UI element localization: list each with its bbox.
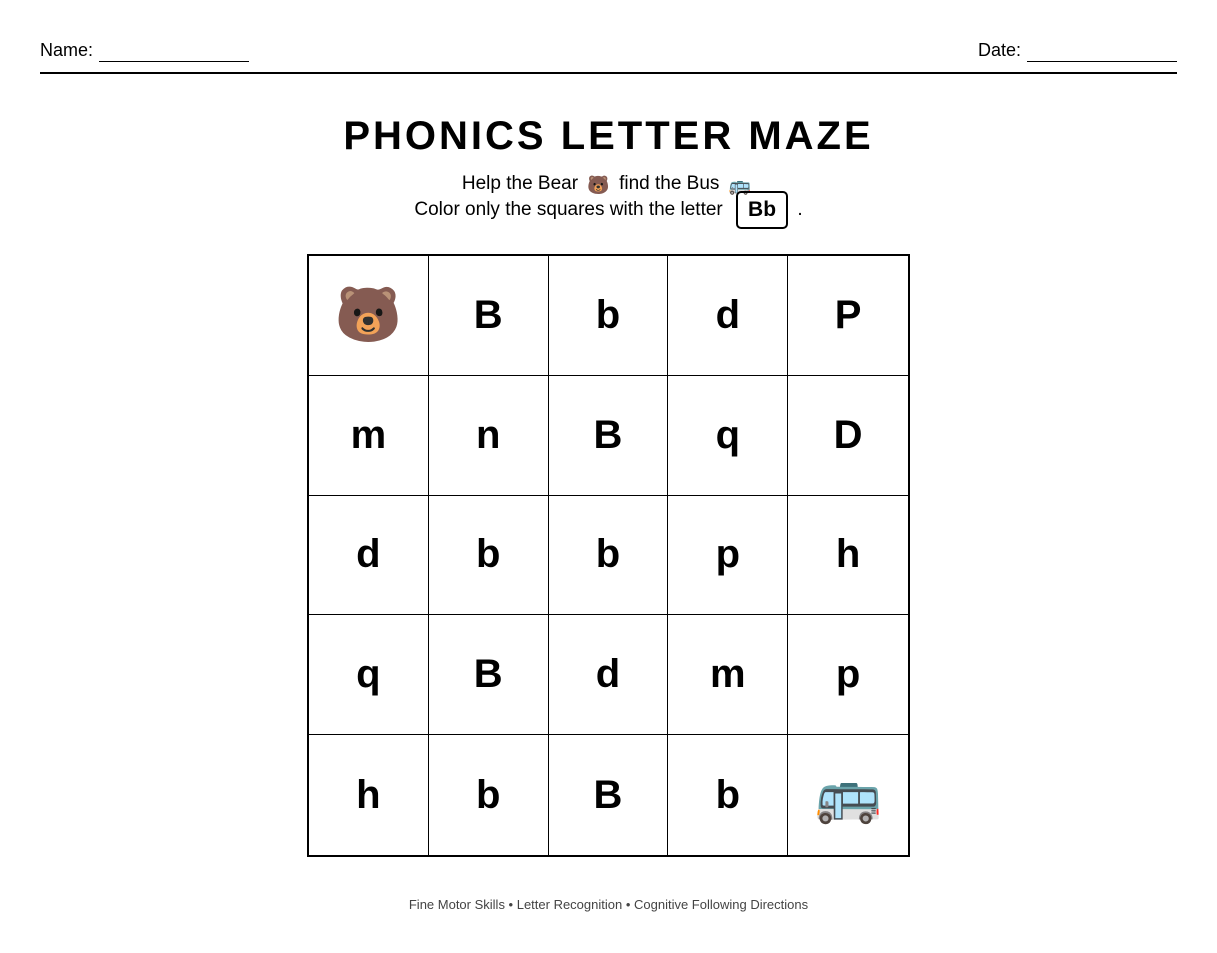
name-label: Name: <box>40 40 94 60</box>
maze-cell[interactable] <box>429 615 549 735</box>
bus-icon: 🚌 <box>814 764 882 825</box>
maze-cell[interactable] <box>549 256 669 376</box>
instruction-line-2 <box>0 189 1217 231</box>
instruction-text-bear: Help the Bear <box>461 173 579 194</box>
date-field[interactable] <box>978 38 1177 62</box>
maze-cell[interactable] <box>668 735 788 855</box>
maze-letter: P <box>834 292 862 337</box>
date-blank-line[interactable] <box>1027 43 1177 62</box>
page-title: PHONICS LETTER MAZE <box>343 114 874 158</box>
maze-cell[interactable] <box>788 615 908 735</box>
maze-cell[interactable] <box>429 376 549 496</box>
maze-letter: h <box>835 532 861 577</box>
skills-footer: Fine Motor Skills • Letter Recognition • Cognitive Following Directions <box>408 897 809 912</box>
maze-end-cell[interactable] <box>788 735 908 855</box>
instruction-text-color: Color only the squares with the letter <box>414 199 723 220</box>
maze-letter: n <box>475 412 501 457</box>
maze-cell[interactable] <box>309 735 429 855</box>
worksheet-header <box>40 38 1177 74</box>
target-letter-box: Bb <box>736 191 788 229</box>
maze-cell[interactable] <box>429 496 549 616</box>
bear-icon: 🐻 <box>334 284 403 345</box>
maze-letter: b <box>475 532 501 577</box>
maze-letter: p <box>715 532 740 577</box>
bear-icon: 🐻 <box>587 175 610 195</box>
maze-cell[interactable] <box>788 496 908 616</box>
maze-cell[interactable] <box>668 376 788 496</box>
bus-icon: 🚌 <box>728 175 752 195</box>
maze-letter: q <box>715 412 740 457</box>
maze-letter: b <box>595 292 621 337</box>
maze-letter: B <box>473 652 503 697</box>
maze-letter: b <box>595 532 621 577</box>
maze-cell[interactable] <box>309 615 429 735</box>
maze-letter: d <box>595 652 621 697</box>
maze-cell[interactable] <box>309 496 429 616</box>
maze-letter: b <box>715 772 740 817</box>
instruction-text-bus: find the Bus <box>619 173 720 194</box>
maze-letter: d <box>356 532 381 577</box>
maze-cell[interactable] <box>429 735 549 855</box>
maze-letter: h <box>356 772 381 817</box>
maze-letter: m <box>710 652 746 697</box>
maze-cell[interactable] <box>309 376 429 496</box>
maze-cell[interactable] <box>668 615 788 735</box>
instruction-period: . <box>797 199 803 220</box>
maze-cell[interactable] <box>668 256 788 376</box>
maze-cell[interactable] <box>429 256 549 376</box>
maze-letter: D <box>833 412 863 457</box>
maze-cell[interactable] <box>549 376 669 496</box>
maze-letter: B <box>473 292 503 337</box>
letter-maze-grid <box>307 254 910 857</box>
name-blank-line[interactable] <box>99 43 249 62</box>
maze-start-cell[interactable] <box>309 256 429 376</box>
maze-cell[interactable] <box>788 256 908 376</box>
maze-letter: B <box>593 772 623 817</box>
name-field[interactable] <box>40 38 249 62</box>
date-label: Date: <box>977 40 1021 60</box>
maze-letter: p <box>835 652 861 697</box>
maze-cell[interactable] <box>549 735 669 855</box>
maze-letter: q <box>356 652 381 697</box>
maze-cell[interactable] <box>788 376 908 496</box>
maze-cell[interactable] <box>549 615 669 735</box>
maze-cell[interactable] <box>549 496 669 616</box>
maze-letter: B <box>593 412 623 457</box>
maze-letter: d <box>715 292 740 337</box>
maze-cell[interactable] <box>668 496 788 616</box>
maze-letter: m <box>350 412 387 457</box>
maze-letter: b <box>475 772 501 817</box>
